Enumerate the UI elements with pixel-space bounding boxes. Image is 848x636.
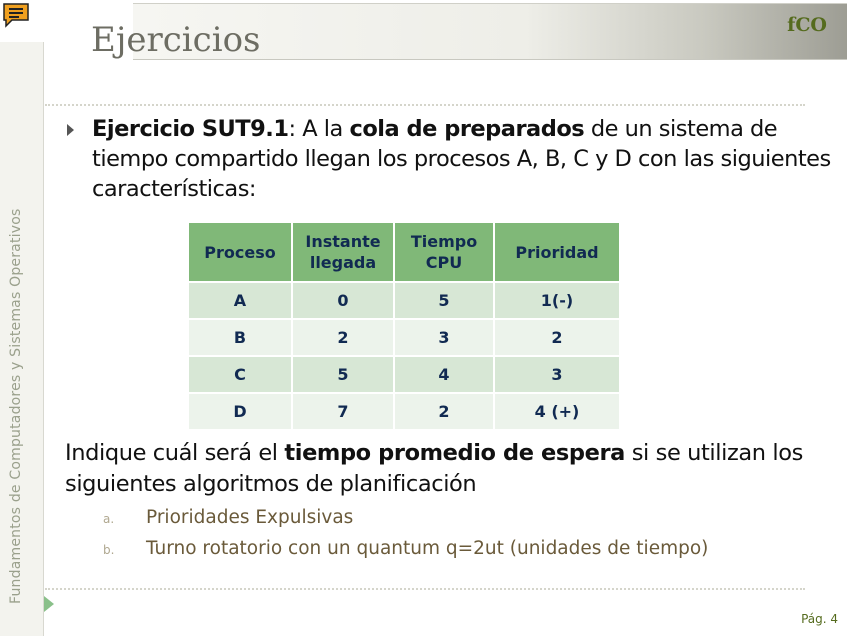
table-cell: 7 bbox=[292, 393, 394, 430]
table-cell: C bbox=[188, 356, 292, 393]
table-row bbox=[188, 393, 620, 430]
table-cell: 2 bbox=[394, 393, 494, 430]
header-cell-priority: Prioridad bbox=[494, 222, 620, 282]
table-cell: 5 bbox=[292, 356, 394, 393]
option-item bbox=[103, 507, 353, 528]
question-text: Indique cuál será el tiempo promedio de espera si se utilizan los siguientes algoritmos de planificación bbox=[65, 440, 803, 497]
table-cell: 1(-) bbox=[494, 282, 620, 319]
fco-logo: fCO bbox=[787, 14, 827, 36]
table-cell: 2 bbox=[494, 319, 620, 356]
table-row bbox=[188, 356, 620, 393]
ready-queue-term: cola de preparados bbox=[349, 116, 585, 142]
table-cell: B bbox=[188, 319, 292, 356]
option-marker: a. bbox=[103, 512, 115, 526]
divider-top bbox=[45, 104, 805, 106]
option-text: Turno rotatorio con un quantum q=2ut (unidades de tiempo) bbox=[146, 538, 709, 559]
table-cell: 5 bbox=[394, 282, 494, 319]
table-cell: 4 (+) bbox=[494, 393, 620, 430]
page-number: Pág. 4 bbox=[801, 612, 838, 626]
exercise-id: Ejercicio SUT9.1 bbox=[92, 116, 289, 142]
divider-bottom bbox=[45, 588, 805, 590]
exercise-statement: Ejercicio SUT9.1: A la cola de preparados de un sistema de tiempo compartido llegan los procesos A, B, C y D con las siguientes características: bbox=[92, 116, 831, 202]
table-cell: A bbox=[188, 282, 292, 319]
table-cell: 3 bbox=[494, 356, 620, 393]
table-cell: D bbox=[188, 393, 292, 430]
slide-title: Ejercicios bbox=[91, 20, 261, 60]
table-cell: 4 bbox=[394, 356, 494, 393]
option-item bbox=[103, 538, 708, 559]
question-bold-term: tiempo promedio de espera bbox=[284, 440, 625, 466]
process-table bbox=[187, 221, 621, 431]
header-cell-process: Proceso bbox=[188, 222, 292, 282]
bullet-arrow-icon bbox=[67, 124, 74, 136]
play-arrow-icon[interactable] bbox=[44, 596, 54, 612]
table-row bbox=[188, 319, 620, 356]
header-cell-cpu-time: Tiempo CPU bbox=[394, 222, 494, 282]
table-cell: 0 bbox=[292, 282, 394, 319]
header-cell-arrival: Instante llegada bbox=[292, 222, 394, 282]
speech-bubble-menu-icon[interactable] bbox=[2, 2, 30, 28]
table-header-row bbox=[188, 222, 620, 282]
course-title-vertical: Fundamentos de Computadores y Sistemas Operativos bbox=[8, 208, 24, 604]
option-text: Prioridades Expulsivas bbox=[146, 507, 354, 528]
table-cell: 2 bbox=[292, 319, 394, 356]
option-marker: b. bbox=[103, 543, 115, 557]
table-cell: 3 bbox=[394, 319, 494, 356]
table-row bbox=[188, 282, 620, 319]
